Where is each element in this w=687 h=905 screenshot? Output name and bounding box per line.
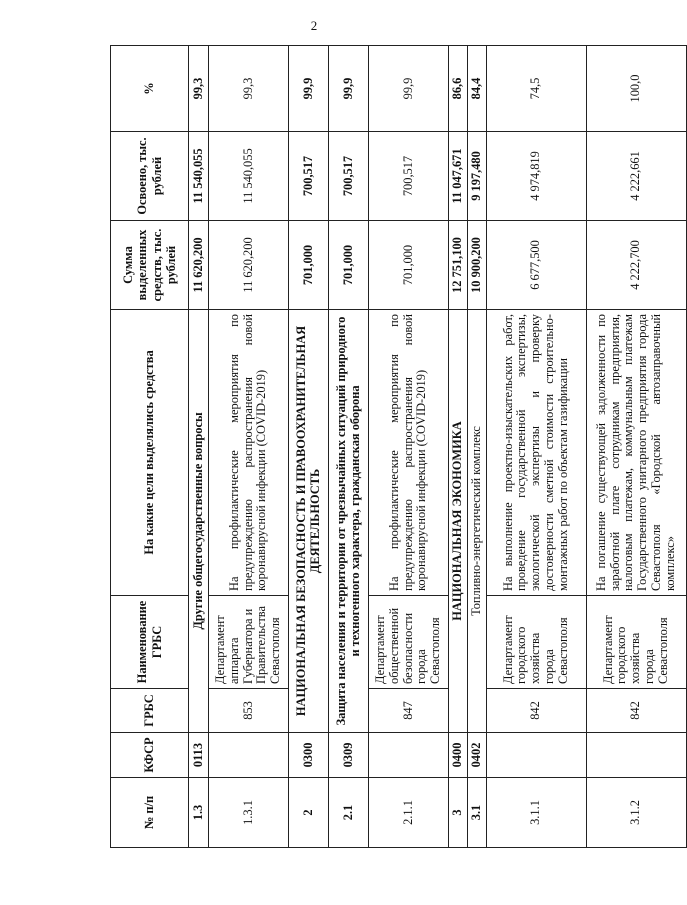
row-purpose: На погашение существующей задолженности по заработной плате сотрудникам предприятия, налоговым платежам, коммунальным платежам Государственного унитарного предприятия города Севастополя «Городской автозаправочный комплекс» [586,310,686,596]
row-kfsr: 0402 [467,733,486,778]
row-allocated: 6 677,500 [486,221,586,310]
row-spent: 700,517 [329,132,369,221]
row-title: Защита населения и территории от чрезвычайных ситуаций природного и техногенного характера, гражданская оборона [329,310,369,733]
row-num: 3.1.1 [486,778,586,848]
table-row [289,46,329,848]
table-row [586,46,686,848]
row-allocated: 701,000 [329,221,369,310]
table-row [449,46,468,848]
row-allocated: 4 222,700 [586,221,686,310]
row-spent: 4 974,819 [486,132,586,221]
row-percent: 99,9 [289,46,329,132]
row-percent: 99,9 [329,46,369,132]
rotated-table-wrapper [110,46,678,848]
row-kfsr [486,733,586,778]
row-num: 2.1 [329,778,369,848]
row-num: 2 [289,778,329,848]
row-allocated: 701,000 [369,221,449,310]
row-grbs: 847 [369,689,449,733]
row-allocated: 12 751,100 [449,221,468,310]
header-kfsr: КФСР [111,733,189,778]
row-grbs: 842 [486,689,586,733]
table-row [467,46,486,848]
expenditure-table [110,45,687,848]
row-allocated: 701,000 [289,221,329,310]
row-kfsr: 0400 [449,733,468,778]
row-title: НАЦИОНАЛЬНАЯ БЕЗОПАСНОСТЬ И ПРАВООХРАНИТЕЛЬНАЯ ДЕЯТЕЛЬНОСТЬ [289,310,329,733]
row-purpose: На профилактические мероприятия по предупреждению распространения новой коронавирусной инфекции (COVID-2019) [369,310,449,596]
header-percent: % [111,46,189,132]
row-grbs-name: Департамент аппарата Губернатора и Правительства Севастополя [209,596,289,689]
row-purpose: На выполнение проектно-изыскательских работ, проведение государственной экспертизы, экологической экспертизы и проверку достоверности сметной стоимости строительно-монтажных работ по объектам газификации [486,310,586,596]
row-percent: 86,6 [449,46,468,132]
row-title: Другие общегосударственные вопросы [189,310,209,733]
row-kfsr [369,733,449,778]
row-num: 3.1.2 [586,778,686,848]
header-num: № п/п [111,778,189,848]
row-title: Топливно-энергетический комплекс [467,310,486,733]
row-num: 3.1 [467,778,486,848]
row-kfsr: 0113 [189,733,209,778]
row-percent: 99,3 [209,46,289,132]
row-spent: 4 222,661 [586,132,686,221]
row-kfsr: 0309 [329,733,369,778]
row-percent: 100,0 [586,46,686,132]
header-row [111,46,189,848]
row-allocated: 10 900,200 [467,221,486,310]
table-row [329,46,369,848]
row-spent: 700,517 [289,132,329,221]
row-percent: 99,9 [369,46,449,132]
row-spent: 9 197,480 [467,132,486,221]
table-row [209,46,289,848]
row-title: НАЦИОНАЛЬНАЯ ЭКОНОМИКА [449,310,468,733]
header-grbs-name: Наименование ГРБС [111,596,189,689]
row-num: 3 [449,778,468,848]
table-row [189,46,209,848]
header-allocated: Сумма выделенных средств, тыс. рублей [111,221,189,310]
header-purpose: На какие цели выделялись средства [111,310,189,596]
row-percent: 99,3 [189,46,209,132]
page-number: 2 [310,18,318,33]
row-num: 1.3 [189,778,209,848]
row-kfsr [209,733,289,778]
row-grbs-name: Департамент городского хозяйства города Севастополя [486,596,586,689]
row-spent: 11 540,055 [209,132,289,221]
row-grbs-name: Департамент городского хозяйства города Севастополя [586,596,686,689]
row-spent: 11 047,671 [449,132,468,221]
row-spent: 11 540,055 [189,132,209,221]
row-spent: 700,517 [369,132,449,221]
row-percent: 74,5 [486,46,586,132]
row-num: 1.3.1 [209,778,289,848]
row-grbs: 853 [209,689,289,733]
row-kfsr [586,733,686,778]
row-num: 2.1.1 [369,778,449,848]
row-kfsr: 0300 [289,733,329,778]
row-purpose: На профилактические мероприятия по предупреждению распространения новой коронавирусной инфекции (COVID-2019) [209,310,289,596]
row-allocated: 11 620,200 [209,221,289,310]
row-percent: 84,4 [467,46,486,132]
header-grbs: ГРБС [111,689,189,733]
table-row [369,46,449,848]
table-row [486,46,586,848]
row-grbs-name: Департамент общественной безопасности города Севастополя [369,596,449,689]
row-allocated: 11 620,200 [189,221,209,310]
row-grbs: 842 [586,689,686,733]
header-spent: Освоено, тыс. рублей [111,132,189,221]
